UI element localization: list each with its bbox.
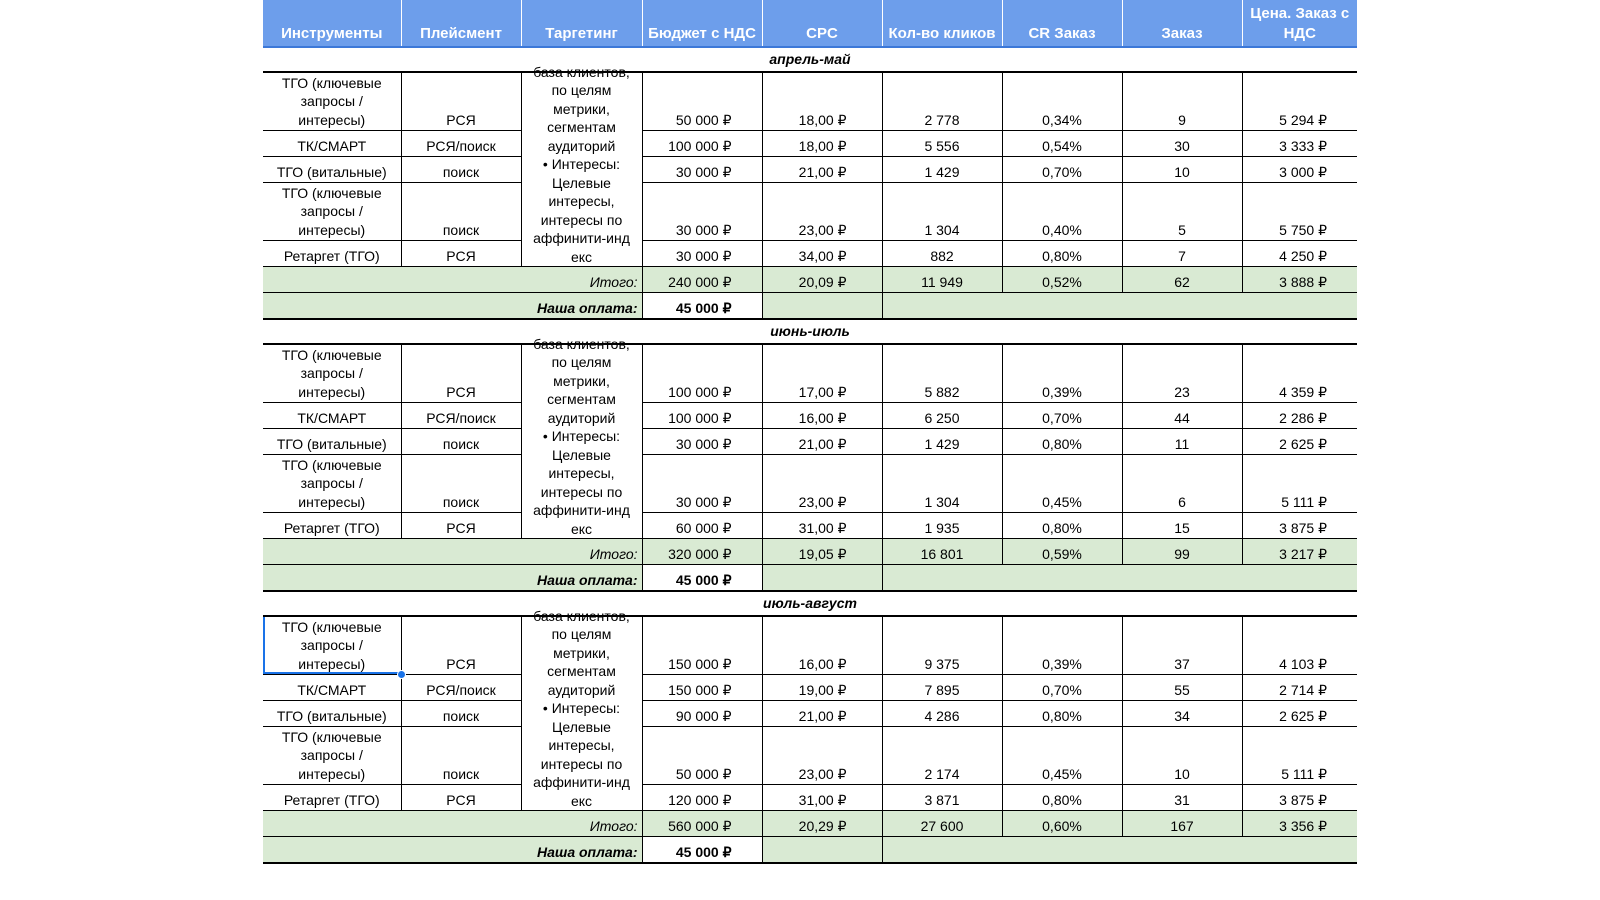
cpc-cell[interactable]: 31,00 ₽ (762, 513, 882, 539)
orders-cell[interactable]: 31 (1122, 785, 1242, 811)
table-row (263, 403, 1357, 429)
tool-cell[interactable] (263, 241, 401, 267)
total-budget[interactable]: 560 000 ₽ (642, 811, 762, 837)
order-price-cell[interactable]: 4 359 ₽ (1242, 344, 1357, 403)
tool-cell[interactable] (263, 785, 401, 811)
clicks-cell[interactable]: 1 429 (882, 429, 1002, 455)
section-row (263, 319, 1357, 344)
section-title[interactable]: апрель-май (263, 47, 1357, 72)
tool-text: ТГО (ключевые запросы / интересы) (281, 74, 382, 128)
tool-cell[interactable] (263, 455, 401, 513)
orders-cell[interactable]: 9 (1122, 72, 1242, 131)
tool-cell[interactable] (263, 183, 401, 241)
tool-cell[interactable] (263, 429, 401, 455)
placement-cell[interactable]: РСЯ (401, 616, 521, 675)
table-row (263, 727, 1357, 785)
header-cr[interactable]: CR Заказ (1002, 0, 1122, 47)
table-row (263, 455, 1357, 513)
budget-cell[interactable]: 30 000 ₽ (642, 455, 762, 513)
cr-cell[interactable]: 0,70% (1002, 157, 1122, 183)
targeting-line: • Интересы: (542, 428, 621, 444)
table-row (263, 157, 1357, 183)
targeting-line: Целевые (552, 718, 611, 735)
payment-amount[interactable]: 45 000 ₽ (642, 293, 762, 320)
total-label[interactable]: Итого: (263, 539, 642, 565)
order-price-cell[interactable]: 2 714 ₽ (1242, 675, 1357, 701)
order-price-cell[interactable]: 5 750 ₽ (1242, 183, 1357, 241)
targeting-line: аффинити-инд (533, 230, 630, 246)
spreadsheet (263, 0, 1357, 864)
total-clicks[interactable]: 11 949 (882, 267, 1002, 293)
targeting-line: екс (570, 248, 593, 265)
table-row (263, 72, 1357, 131)
targeting-line: сегментам (547, 391, 616, 407)
order-price-cell[interactable]: 4 250 ₽ (1242, 241, 1357, 267)
tool-cell[interactable] (263, 157, 401, 183)
cpc-cell[interactable]: 34,00 ₽ (762, 241, 882, 267)
tool-cell[interactable] (263, 701, 401, 727)
cpc-cell[interactable]: 18,00 ₽ (762, 131, 882, 157)
budget-cell[interactable]: 60 000 ₽ (642, 513, 762, 539)
total-order-price[interactable]: 3 888 ₽ (1242, 267, 1357, 293)
orders-cell[interactable]: 37 (1122, 616, 1242, 675)
table-row (263, 429, 1357, 455)
empty-cell[interactable] (882, 565, 1357, 592)
cpc-cell[interactable]: 18,00 ₽ (762, 72, 882, 131)
tool-text: ТГО (витальные) (276, 435, 387, 452)
targeting-line: база клиентов, (533, 63, 630, 80)
cpc-cell[interactable]: 23,00 ₽ (762, 183, 882, 241)
tool-text: ТГО (ключевые запросы / интересы) (281, 184, 382, 238)
budget-cell[interactable]: 30 000 ₽ (642, 157, 762, 183)
section-title[interactable]: июль-август (263, 591, 1357, 616)
cr-cell[interactable]: 0,80% (1002, 513, 1122, 539)
total-order-price[interactable]: 3 217 ₽ (1242, 539, 1357, 565)
budget-cell[interactable]: 50 000 ₽ (642, 727, 762, 785)
tool-text: ТК/СМАРТ (297, 681, 367, 698)
empty-cell[interactable] (882, 293, 1357, 320)
order-price-cell[interactable]: 5 111 ₽ (1242, 455, 1357, 513)
order-price-cell[interactable]: 3 875 ₽ (1242, 785, 1357, 811)
clicks-cell[interactable]: 1 304 (882, 183, 1002, 241)
cr-cell[interactable]: 0,40% (1002, 183, 1122, 241)
total-order-price[interactable]: 3 356 ₽ (1242, 811, 1357, 837)
header-placement[interactable]: Плейсмент (401, 0, 521, 47)
header-cpc[interactable]: CPC (762, 0, 882, 47)
section-row (263, 47, 1357, 72)
tool-cell[interactable] (263, 727, 401, 785)
table-row (263, 241, 1357, 267)
clicks-cell[interactable]: 7 895 (882, 675, 1002, 701)
orders-cell[interactable]: 6 (1122, 455, 1242, 513)
targeting-line: метрики, (553, 372, 610, 389)
clicks-cell[interactable]: 5 882 (882, 344, 1002, 403)
order-price-cell[interactable]: 3 875 ₽ (1242, 513, 1357, 539)
budget-cell[interactable]: 30 000 ₽ (642, 183, 762, 241)
budget-cell[interactable]: 100 000 ₽ (642, 131, 762, 157)
header-budget[interactable]: Бюджет с НДС (642, 0, 762, 47)
clicks-cell[interactable]: 2 778 (882, 72, 1002, 131)
tool-text: ТГО (ключевые запросы / интересы) (281, 728, 382, 782)
order-price-cell[interactable]: 5 111 ₽ (1242, 727, 1357, 785)
total-orders[interactable]: 62 (1122, 267, 1242, 293)
orders-cell[interactable]: 10 (1122, 727, 1242, 785)
targeting-cell[interactable] (521, 63, 642, 267)
tool-text: ТГО (витальные) (276, 163, 387, 180)
targeting-line: по целям (551, 626, 612, 642)
cpc-cell[interactable]: 23,00 ₽ (762, 455, 882, 513)
payment-amount[interactable]: 45 000 ₽ (642, 565, 762, 592)
placement-cell[interactable]: РСЯ (401, 241, 521, 267)
targeting-line: метрики, (553, 644, 610, 661)
targeting-line: аффинити-инд (533, 502, 630, 518)
targeting-line: аффинити-инд (533, 774, 630, 790)
placement-cell[interactable]: РСЯ/поиск (401, 403, 521, 429)
targeting-cell[interactable] (521, 607, 642, 811)
total-cr[interactable]: 0,52% (1002, 267, 1122, 293)
total-cr[interactable]: 0,60% (1002, 811, 1122, 837)
cpc-cell[interactable]: 21,00 ₽ (762, 429, 882, 455)
orders-cell[interactable]: 11 (1122, 429, 1242, 455)
targeting-line: аудиторий (547, 681, 616, 698)
targeting-line: интересы по (540, 211, 623, 228)
table-row (263, 701, 1357, 727)
targeting-line: метрики, (553, 100, 610, 117)
budget-cell[interactable]: 50 000 ₽ (642, 72, 762, 131)
budget-cell[interactable]: 150 000 ₽ (642, 675, 762, 701)
orders-cell[interactable]: 23 (1122, 344, 1242, 403)
total-cpc[interactable]: 19,05 ₽ (762, 539, 882, 565)
section-title[interactable]: июнь-июль (263, 319, 1357, 344)
targeting-line: по целям (551, 82, 612, 98)
tool-text: Ретаргет (ТГО) (283, 519, 380, 536)
budget-cell[interactable]: 30 000 ₽ (642, 429, 762, 455)
section-row (263, 591, 1357, 616)
total-budget[interactable]: 320 000 ₽ (642, 539, 762, 565)
total-cr[interactable]: 0,59% (1002, 539, 1122, 565)
targeting-line: Целевые (552, 446, 611, 463)
placement-cell[interactable]: поиск (401, 455, 521, 513)
total-row (263, 539, 1357, 565)
placement-cell[interactable]: РСЯ (401, 513, 521, 539)
total-cpc[interactable]: 20,29 ₽ (762, 811, 882, 837)
cpc-cell[interactable]: 21,00 ₽ (762, 701, 882, 727)
header-clicks[interactable]: Кол-во кликов (882, 0, 1002, 47)
header-row (263, 0, 1357, 47)
payment-label[interactable]: Наша оплата: (263, 837, 642, 864)
orders-cell[interactable]: 7 (1122, 241, 1242, 267)
orders-cell[interactable]: 44 (1122, 403, 1242, 429)
total-orders[interactable]: 167 (1122, 811, 1242, 837)
placement-cell[interactable]: РСЯ (401, 785, 521, 811)
targeting-line: интересы по (540, 755, 623, 772)
budget-cell[interactable]: 30 000 ₽ (642, 241, 762, 267)
budget-cell[interactable]: 150 000 ₽ (642, 616, 762, 675)
targeting-line: интересы по (540, 483, 623, 500)
clicks-cell[interactable]: 1 304 (882, 455, 1002, 513)
placement-cell[interactable]: РСЯ/поиск (401, 675, 521, 701)
targeting-line: сегментам (547, 119, 616, 135)
cpc-cell[interactable]: 23,00 ₽ (762, 727, 882, 785)
payment-amount[interactable]: 45 000 ₽ (642, 837, 762, 864)
targeting-line: по целям (551, 354, 612, 370)
cpc-cell[interactable]: 17,00 ₽ (762, 344, 882, 403)
table-row (263, 131, 1357, 157)
tool-text: Ретаргет (ТГО) (283, 791, 380, 808)
clicks-cell[interactable]: 1 935 (882, 513, 1002, 539)
cr-cell[interactable]: 0,80% (1002, 241, 1122, 267)
targeting-line: аудиторий (547, 409, 616, 426)
clicks-cell[interactable]: 4 286 (882, 701, 1002, 727)
cr-cell[interactable]: 0,70% (1002, 675, 1122, 701)
order-price-cell[interactable]: 3 000 ₽ (1242, 157, 1357, 183)
payment-row (263, 293, 1357, 320)
order-price-cell[interactable]: 5 294 ₽ (1242, 72, 1357, 131)
tool-text: ТК/СМАРТ (297, 137, 367, 154)
total-row (263, 811, 1357, 837)
header-tools[interactable]: Инструменты (263, 0, 401, 47)
table-row (263, 513, 1357, 539)
clicks-cell[interactable]: 2 174 (882, 727, 1002, 785)
table-row (263, 616, 1357, 675)
targeting-line: аудиторий (547, 137, 616, 154)
cr-cell[interactable]: 0,45% (1002, 727, 1122, 785)
table-body (263, 47, 1357, 863)
payment-row (263, 837, 1357, 864)
header-order-price[interactable]: Цена. Заказ с НДС (1242, 0, 1357, 47)
cpc-cell[interactable]: 16,00 ₽ (762, 616, 882, 675)
order-price-cell[interactable]: 3 333 ₽ (1242, 131, 1357, 157)
orders-cell[interactable]: 10 (1122, 157, 1242, 183)
orders-cell[interactable]: 34 (1122, 701, 1242, 727)
order-price-cell[interactable]: 2 625 ₽ (1242, 429, 1357, 455)
tool-text: ТГО (ключевые запросы / интересы) (281, 618, 382, 672)
empty-cell[interactable] (882, 837, 1357, 864)
tool-cell[interactable] (263, 131, 401, 157)
tool-cell[interactable] (263, 344, 401, 403)
total-cpc[interactable]: 20,09 ₽ (762, 267, 882, 293)
clicks-cell[interactable]: 3 871 (882, 785, 1002, 811)
cpc-cell[interactable]: 19,00 ₽ (762, 675, 882, 701)
cr-cell[interactable]: 0,70% (1002, 403, 1122, 429)
placement-cell[interactable]: поиск (401, 429, 521, 455)
clicks-cell[interactable]: 882 (882, 241, 1002, 267)
targeting-line: интересы, (548, 737, 615, 753)
placement-cell[interactable]: поиск (401, 183, 521, 241)
cr-cell[interactable]: 0,39% (1002, 344, 1122, 403)
cpc-cell[interactable]: 31,00 ₽ (762, 785, 882, 811)
table-row (263, 785, 1357, 811)
order-price-cell[interactable]: 4 103 ₽ (1242, 616, 1357, 675)
cpc-cell[interactable]: 16,00 ₽ (762, 403, 882, 429)
targeting-line: база клиентов, (533, 335, 630, 352)
targeting-line: • Интересы: (542, 700, 621, 716)
tool-text: ТГО (ключевые запросы / интересы) (281, 346, 382, 400)
budget-table (263, 0, 1357, 864)
targeting-line: Целевые (552, 174, 611, 191)
clicks-cell[interactable]: 1 429 (882, 157, 1002, 183)
header-orders[interactable]: Заказ (1122, 0, 1242, 47)
tool-cell[interactable] (263, 513, 401, 539)
total-row (263, 267, 1357, 293)
empty-cell[interactable] (762, 837, 882, 864)
cr-cell[interactable]: 0,45% (1002, 455, 1122, 513)
total-clicks[interactable]: 27 600 (882, 811, 1002, 837)
empty-cell[interactable] (762, 565, 882, 592)
empty-cell[interactable] (762, 293, 882, 320)
order-price-cell[interactable]: 2 286 ₽ (1242, 403, 1357, 429)
clicks-cell[interactable]: 6 250 (882, 403, 1002, 429)
table-row (263, 344, 1357, 403)
tool-text: Ретаргет (ТГО) (283, 247, 380, 264)
payment-row (263, 565, 1357, 592)
targeting-line: интересы, (548, 193, 615, 209)
tool-cell[interactable] (263, 72, 401, 131)
table-row (263, 183, 1357, 241)
total-orders[interactable]: 99 (1122, 539, 1242, 565)
cr-cell[interactable]: 0,80% (1002, 429, 1122, 455)
payment-label[interactable]: Наша оплата: (263, 293, 642, 320)
placement-cell[interactable]: поиск (401, 727, 521, 785)
payment-label[interactable]: Наша оплата: (263, 565, 642, 592)
targeting-line: • Интересы: (542, 156, 621, 172)
tool-text: ТГО (ключевые запросы / интересы) (281, 456, 382, 510)
cpc-cell[interactable]: 21,00 ₽ (762, 157, 882, 183)
budget-cell[interactable]: 90 000 ₽ (642, 701, 762, 727)
targeting-line: екс (570, 792, 593, 809)
selection-fill-handle[interactable] (397, 670, 406, 679)
total-budget[interactable]: 240 000 ₽ (642, 267, 762, 293)
budget-cell[interactable]: 100 000 ₽ (642, 344, 762, 403)
tool-cell[interactable] (263, 403, 401, 429)
placement-cell[interactable]: поиск (401, 157, 521, 183)
targeting-line: база клиентов, (533, 607, 630, 624)
placement-cell[interactable]: поиск (401, 701, 521, 727)
table-row (263, 675, 1357, 701)
cr-cell[interactable]: 0,54% (1002, 131, 1122, 157)
targeting-cell[interactable] (521, 335, 642, 539)
cr-cell[interactable]: 0,34% (1002, 72, 1122, 131)
orders-cell[interactable]: 15 (1122, 513, 1242, 539)
targeting-line: интересы, (548, 465, 615, 481)
budget-cell[interactable]: 120 000 ₽ (642, 785, 762, 811)
order-price-cell[interactable]: 2 625 ₽ (1242, 701, 1357, 727)
tool-text: ТК/СМАРТ (297, 409, 367, 426)
total-clicks[interactable]: 16 801 (882, 539, 1002, 565)
cr-cell[interactable]: 0,80% (1002, 701, 1122, 727)
tool-cell[interactable] (263, 675, 401, 701)
tool-cell[interactable] (263, 616, 401, 675)
cr-cell[interactable]: 0,80% (1002, 785, 1122, 811)
clicks-cell[interactable]: 9 375 (882, 616, 1002, 675)
tool-text: ТГО (витальные) (276, 707, 387, 724)
total-label[interactable]: Итого: (263, 811, 642, 837)
budget-cell[interactable]: 100 000 ₽ (642, 403, 762, 429)
placement-cell[interactable]: РСЯ (401, 344, 521, 403)
targeting-line: сегментам (547, 663, 616, 679)
total-label[interactable]: Итого: (263, 267, 642, 293)
placement-cell[interactable]: РСЯ/поиск (401, 131, 521, 157)
cr-cell[interactable]: 0,39% (1002, 616, 1122, 675)
orders-cell[interactable]: 30 (1122, 131, 1242, 157)
orders-cell[interactable]: 5 (1122, 183, 1242, 241)
orders-cell[interactable]: 55 (1122, 675, 1242, 701)
clicks-cell[interactable]: 5 556 (882, 131, 1002, 157)
header-targeting[interactable]: Таргетинг (521, 0, 642, 47)
targeting-line: екс (570, 520, 593, 537)
placement-cell[interactable]: РСЯ (401, 72, 521, 131)
